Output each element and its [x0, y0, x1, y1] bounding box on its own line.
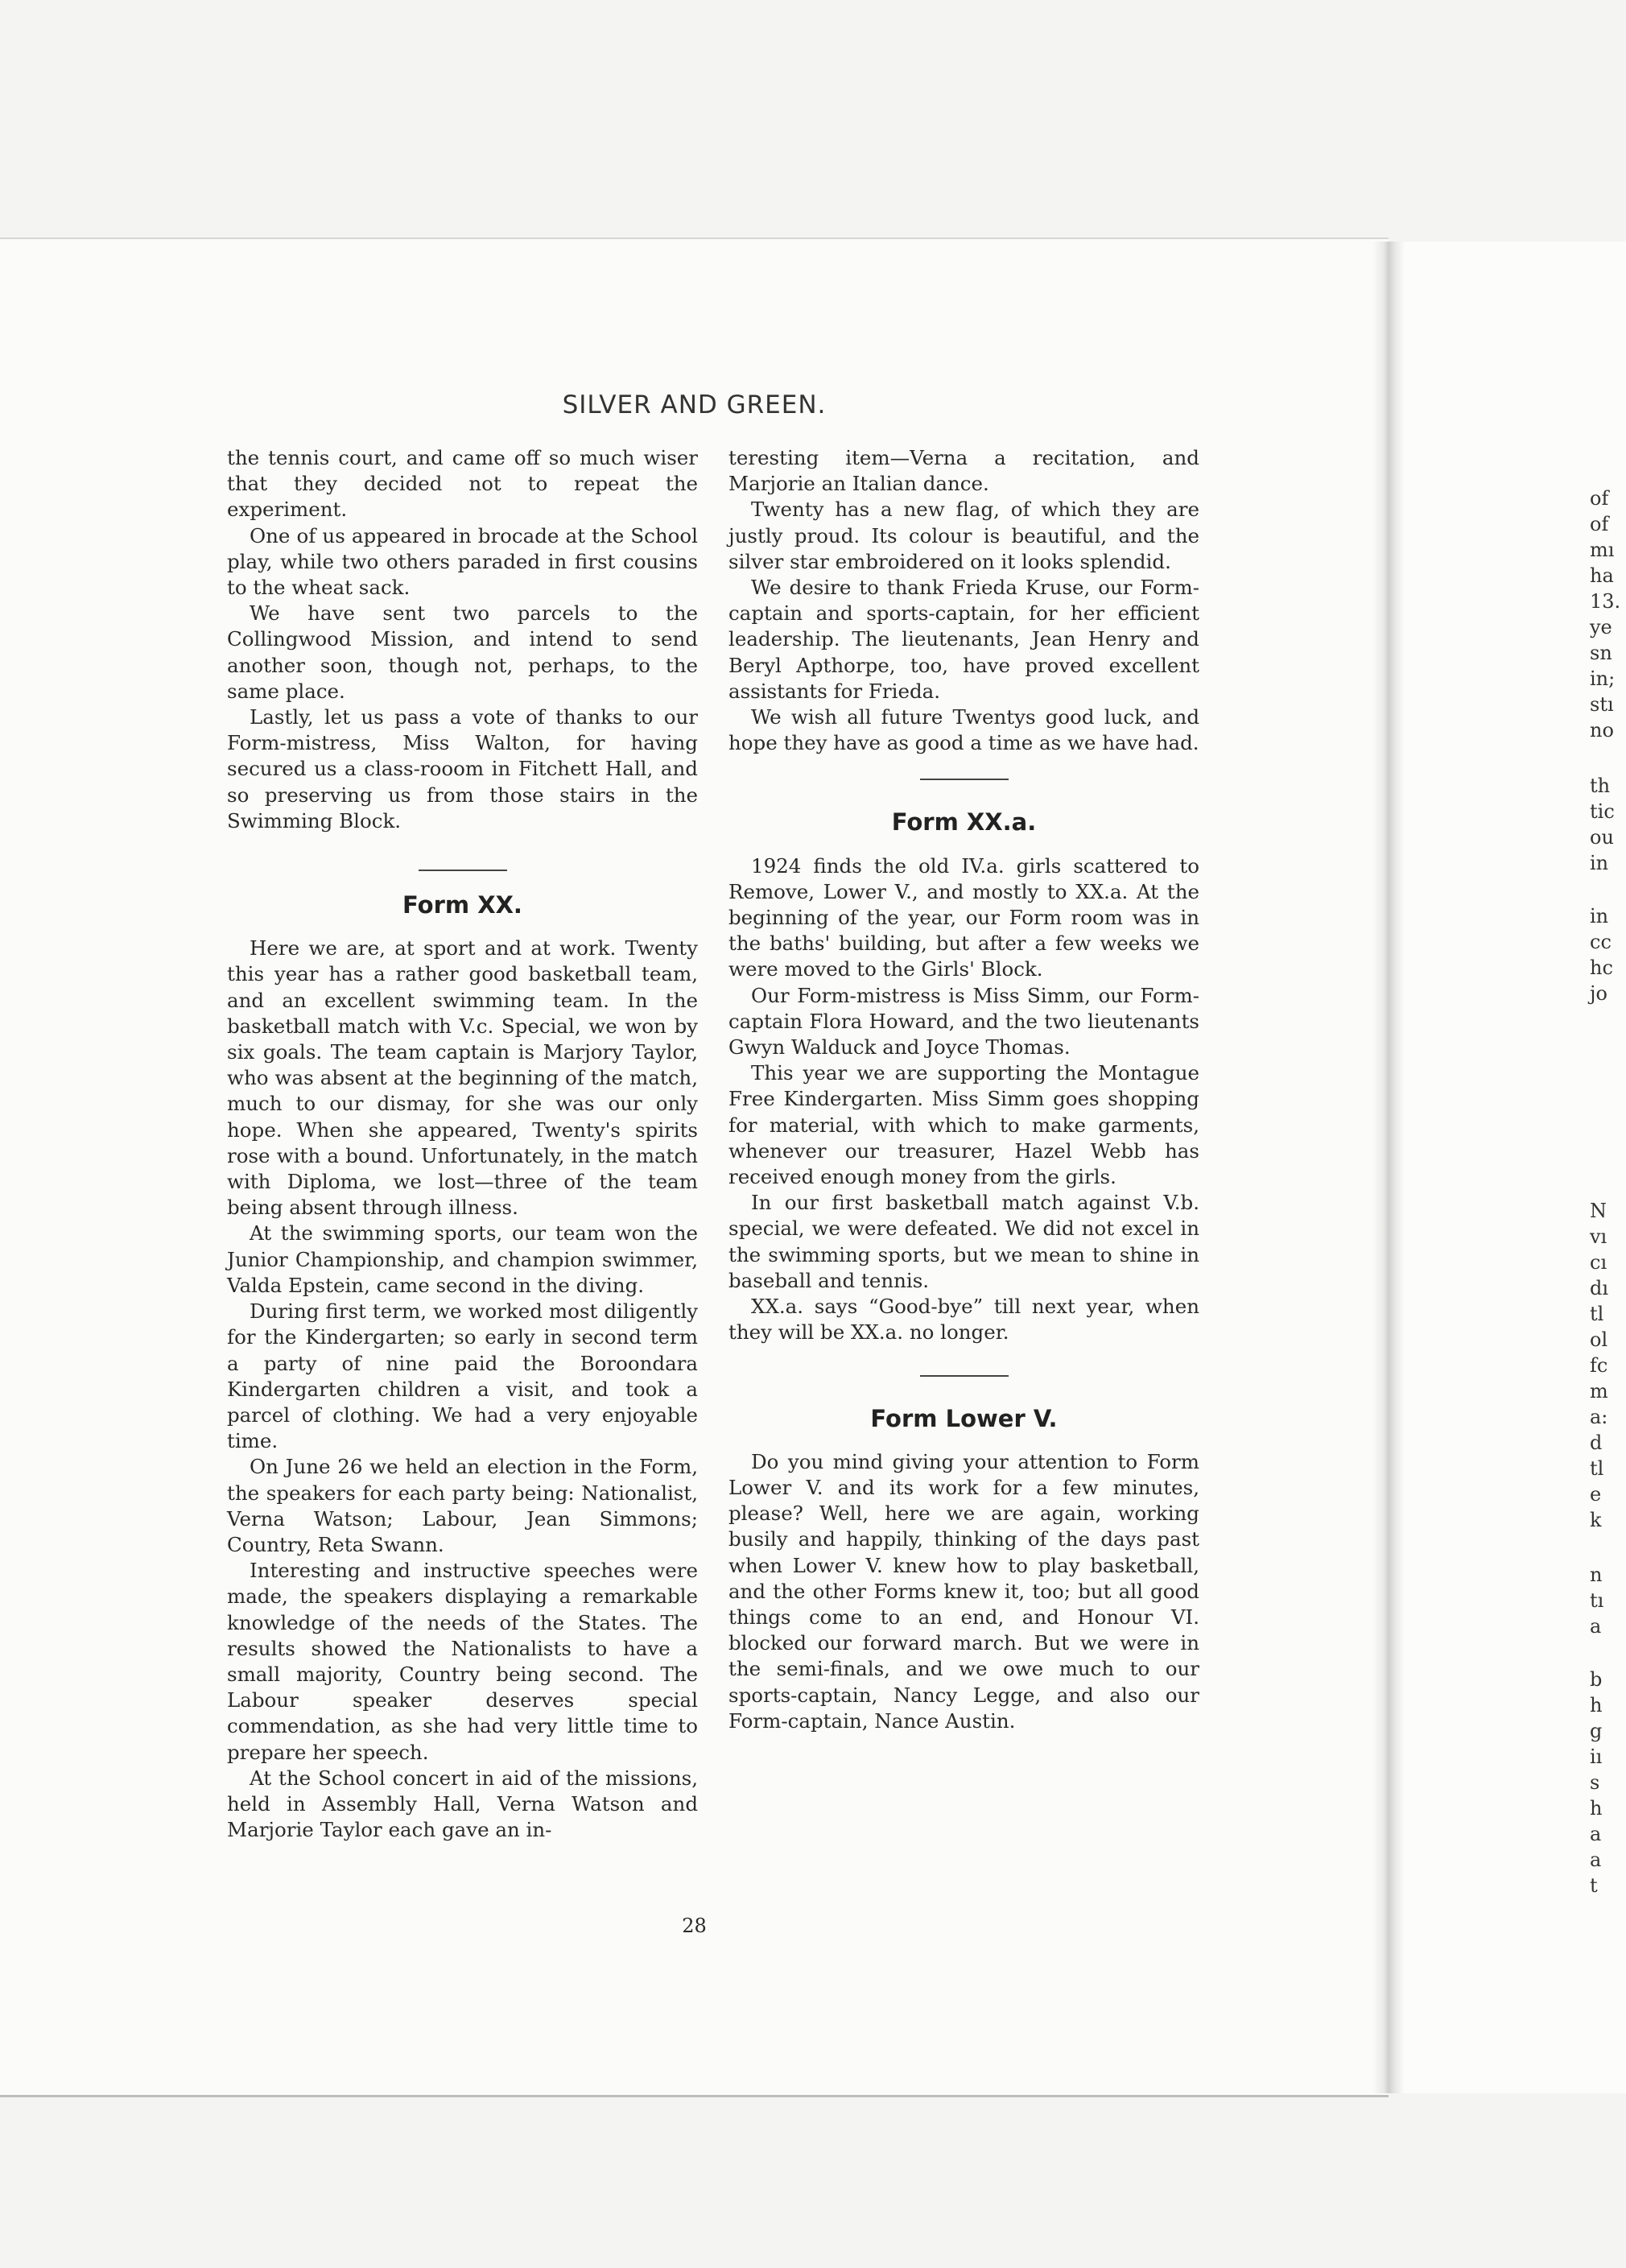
- facing-page-fragment: mı: [1590, 539, 1615, 561]
- facing-page-fragment: a: [1590, 1615, 1602, 1638]
- facing-page-fragment: tic: [1590, 800, 1615, 823]
- paragraph: Do you mind giving your attention to Form Lower V. and its work for a few minutes, please? Well, here we are again, working busily and happily, thinking of the days past when Lower V. knew how to play basketball, and the other Forms knew it, too; but all good things come to an end, and Honour VI. blocked our forward march. But we were in the semi-finals, and we owe much to our sports-captain, Nancy Legge, and also our Form-captain, Nance Austin.: [728, 1449, 1199, 1733]
- paragraph: Here we are, at sport and at work. Twenty this year has a rather good basketball team, and an excellent swimming team. In the basketball match with V.c. Special, we won by six goals. The team captain is Marjory Taylor, who was absent at the beginning of the match, much to our dismay, for she was our only hope. When she appeared, Twenty's spirits rose with a bound. Unfortunately, in the match with Diploma, we lost—three of the team being absent through illness.: [227, 936, 698, 1220]
- facing-page-fragment: 13.: [1590, 590, 1621, 613]
- facing-page-fragment: hc: [1590, 956, 1613, 979]
- paragraph: This year we are supporting the Montague Free Kindergarten. Miss Simm goes shopping for material, with which to make garments, whenever our treasurer, Hazel Webb has received enough money from the girls.: [728, 1061, 1199, 1189]
- running-head: SILVER AND GREEN.: [562, 390, 827, 419]
- facing-page-fragment: of: [1590, 513, 1609, 535]
- paragraph: XX.a. says “Good-bye” till next year, when they will be XX.a. no longer.: [728, 1295, 1199, 1345]
- facing-page-fragment: tl: [1590, 1457, 1604, 1480]
- facing-page-fragment: th: [1590, 775, 1611, 797]
- facing-page-fragment: sn: [1590, 642, 1612, 664]
- facing-page-fragment: tı: [1590, 1589, 1604, 1612]
- facing-page-fragment: cı: [1590, 1251, 1607, 1274]
- paragraph: During first term, we worked most diligently for the Kindergarten; so early in second term a party of nine paid the Boroondara Kindergarten children a visit, and took a parcel of clothing. We had a very enjoyable time.: [227, 1299, 698, 1453]
- facing-page-fragment: e: [1590, 1483, 1602, 1506]
- paragraph: We have sent two parcels to the Collingwood Mission, and intend to send another soon, though not, perhaps, to the same place.: [227, 601, 698, 703]
- section-heading-form-lower-v: Form Lower V.: [870, 1404, 1058, 1432]
- facing-page-fragment: a:: [1590, 1406, 1608, 1428]
- facing-page-fragment: iı: [1590, 1745, 1603, 1768]
- facing-page-fragment: s: [1590, 1771, 1600, 1794]
- paragraph: In our first basketball match against V.b. special, we were defeated. We did not excel in the swimming sports, but we mean to shine in baseball and tennis.: [728, 1191, 1199, 1292]
- facing-page-fragment: b: [1590, 1668, 1603, 1691]
- facing-page-fragment: m: [1590, 1380, 1608, 1403]
- facing-page-text-group: [1590, 1562, 1603, 1639]
- section-heading-form-xx: Form XX.: [402, 891, 522, 919]
- paragraph: Interesting and instructive speeches were made, the speakers displaying a remarkable knowledge of the needs of the States. The results showed the Nationalists to have a small majority, Country being second. The Labour speaker deserves special commendation, as she had very little time to prepare her speech.: [227, 1559, 698, 1764]
- paragraph: Lastly, let us pass a vote of thanks to our Form-mistress, Miss Walton, for having secured us a class-rooom in Fitchett Hall, and so preserving us from those stairs in the Swimming Block.: [227, 705, 698, 832]
- right-column: [728, 445, 1199, 1734]
- facing-page-text-group: [1590, 1667, 1602, 1898]
- facing-page-fragment: N: [1590, 1200, 1607, 1222]
- facing-page-fragment: h: [1590, 1694, 1603, 1716]
- facing-page-text-group: [1590, 1198, 1608, 1533]
- paragraph: We desire to thank Frieda Kruse, our Form-captain and sports-captain, for her efficient leadership. The lieutenants, Jean Henry and Beryl Apthorpe, too, have proved excellent assistants for Frieda.: [728, 576, 1199, 703]
- paragraph: At the swimming sports, our team won the Junior Championship, and champion swimmer, Valda Epstein, came second in the diving.: [227, 1221, 698, 1297]
- page-number: 28: [682, 1915, 707, 1937]
- facing-page-fragment: ye: [1590, 616, 1612, 638]
- facing-page-fragment: n: [1590, 1564, 1603, 1586]
- facing-page-fragment: vı: [1590, 1225, 1607, 1248]
- left-column: [227, 445, 698, 1843]
- facing-page-fragment: jo: [1590, 982, 1607, 1005]
- facing-page-fragment: a: [1590, 1849, 1602, 1871]
- paragraph: the tennis court, and came off so much wiser that they decided not to repeat the experiment.: [227, 446, 698, 522]
- facing-page-text-group: [1590, 485, 1620, 743]
- facing-page-fragment: t: [1590, 1874, 1598, 1897]
- paragraph: 1924 finds the old IV.a. girls scattered to Remove, Lower V., and mostly to XX.a. At the beginning of the year, our Form room was in the baths' building, but after a few weeks we were moved to the Girls' Block.: [728, 853, 1199, 981]
- paragraph: teresting item—Verna a recitation, and Marjorie an Italian dance.: [728, 446, 1199, 496]
- facing-page-fragment: cc: [1590, 931, 1612, 953]
- section-heading-form-xxa: Form XX.a.: [891, 808, 1037, 837]
- facing-page-fragment: a: [1590, 1823, 1602, 1845]
- paragraph: At the School concert in aid of the missions, held in Assembly Hall, Verna Watson and Marjorie Taylor each gave an in-: [227, 1766, 698, 1842]
- paragraph: We wish all future Twentys good luck, and hope they have as good a time as we have had.: [728, 705, 1199, 755]
- facing-page-fragment: d: [1590, 1431, 1603, 1454]
- facing-page-fragment: no: [1590, 719, 1614, 742]
- facing-page-fragment: h: [1590, 1797, 1603, 1820]
- facing-page-fragment: ha: [1590, 564, 1614, 587]
- facing-page-fragment: g: [1590, 1720, 1603, 1742]
- facing-page-fragment: ol: [1590, 1328, 1608, 1351]
- paragraph: Our Form-mistress is Miss Simm, our Form-captain Flora Howard, and the two lieutenants Gwyn Walduck and Joyce Thomas.: [728, 983, 1199, 1060]
- paragraph: Twenty has a new flag, of which they are justly proud. Its colour is beautiful, and the silver star embroidered on it looks splendid.: [728, 498, 1199, 573]
- facing-page-text-group: [1590, 903, 1613, 1006]
- facing-page-fragment: tl: [1590, 1303, 1604, 1325]
- facing-page-fragment: ou: [1590, 826, 1614, 849]
- page-gutter: [1372, 242, 1405, 2093]
- facing-page-fragment: fc: [1590, 1354, 1608, 1377]
- paragraph: One of us appeared in brocade at the School play, while two others paraded in first cousins to the wheat sack.: [227, 523, 698, 600]
- facing-page-fragment: k: [1590, 1509, 1602, 1531]
- facing-page-fragment: in;: [1590, 667, 1616, 690]
- facing-page-fragment: stı: [1590, 693, 1614, 716]
- facing-page-text-group: [1590, 773, 1615, 876]
- facing-page-fragment: in: [1590, 905, 1609, 927]
- facing-page-fragment: of: [1590, 487, 1609, 510]
- paragraph: On June 26 we held an election in the Form, the speakers for each party being: Nationalist, Verna Watson; Labour, Jean Simmons; Country, Reta Swann.: [227, 1455, 698, 1556]
- facing-page-fragment: dı: [1590, 1277, 1609, 1299]
- facing-page-fragment: in: [1590, 852, 1609, 874]
